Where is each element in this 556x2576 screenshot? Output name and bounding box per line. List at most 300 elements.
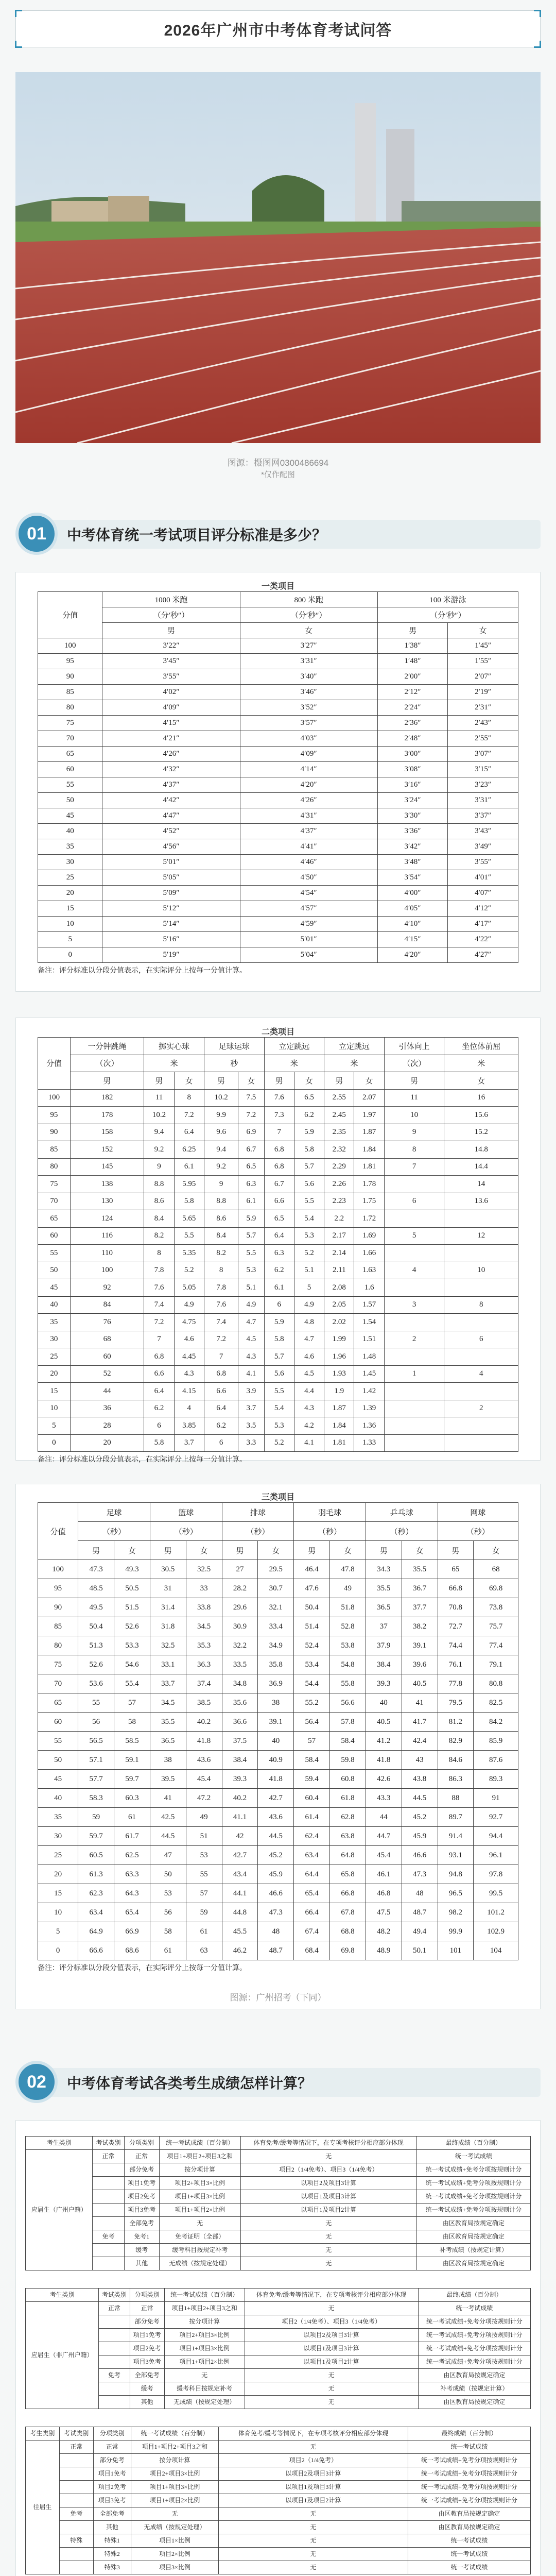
score-cell: 65 <box>38 1693 78 1713</box>
value-cell: 99.5 <box>474 1884 518 1903</box>
calc-cell: 全部免考 <box>124 2217 159 2230</box>
value-cell: 96.1 <box>474 1846 518 1865</box>
value-cell: 8.4 <box>144 1210 174 1228</box>
value-cell <box>384 1245 444 1262</box>
value-cell: 85.9 <box>474 1732 518 1751</box>
value-cell: 51.3 <box>78 1636 114 1655</box>
value-cell: 61.8 <box>330 1789 366 1808</box>
calc-cell: 无成绩（按规定处理） <box>159 2257 240 2270</box>
value-cell: 41.8 <box>258 1770 294 1789</box>
value-cell: 3′23″ <box>448 777 518 793</box>
value-cell: 14.4 <box>444 1158 518 1176</box>
calc-row <box>26 2548 531 2561</box>
value-cell: 9.4 <box>144 1124 174 1141</box>
value-cell: 60.3 <box>114 1789 150 1808</box>
value-cell: 58.3 <box>78 1789 114 1808</box>
value-cell: 34.5 <box>150 1693 186 1713</box>
value-cell: 3′31″ <box>448 793 518 808</box>
female: 女 <box>240 623 377 638</box>
value-cell: 4′52″ <box>102 824 240 839</box>
score-cell: 35 <box>38 1808 78 1827</box>
value-cell: 60.5 <box>78 1846 114 1865</box>
value-cell: 68 <box>70 1331 144 1348</box>
value-cell: 4.1 <box>294 1434 324 1452</box>
value-cell <box>444 1434 518 1452</box>
value-cell: 4.1 <box>238 1365 264 1383</box>
value-cell: 37.5 <box>222 1732 258 1751</box>
calc-cell <box>59 2467 93 2481</box>
value-cell: 4.3 <box>238 1348 264 1366</box>
value-cell: 16 <box>444 1089 518 1107</box>
value-cell: 14.8 <box>444 1141 518 1159</box>
value-cell: 102.9 <box>474 1922 518 1941</box>
table-row <box>38 1598 518 1617</box>
table-row <box>38 947 518 963</box>
value-cell: 67.8 <box>330 1903 366 1922</box>
value-cell: 31 <box>150 1579 186 1598</box>
value-cell: 63.4 <box>294 1846 330 1865</box>
value-cell: 57 <box>114 1693 150 1713</box>
value-cell: 2′36″ <box>377 716 448 731</box>
value-cell: 51.8 <box>330 1598 366 1617</box>
value-cell: 4′32″ <box>102 762 240 777</box>
calc-cell: 项目1+项目2+项目3之和 <box>159 2150 240 2163</box>
score-cell: 65 <box>38 747 102 762</box>
calc-row <box>26 2382 531 2396</box>
calc-cell: 由区教育局按规定确定 <box>418 2369 530 2382</box>
table-row <box>38 762 518 777</box>
value-cell: 7.6 <box>204 1296 238 1314</box>
calc-cell: 按分项计算 <box>131 2454 218 2467</box>
value-cell: 6.5 <box>264 1210 294 1228</box>
value-cell: 3′52″ <box>240 700 377 716</box>
calc-header-cell: 最终成绩（百分制） <box>418 2289 530 2302</box>
value-cell: 42.4 <box>402 1732 438 1751</box>
value-cell: 6.6 <box>204 1383 238 1400</box>
score-cell: 40 <box>38 1789 78 1808</box>
value-cell: 31.8 <box>150 1617 186 1636</box>
value-cell: 51.5 <box>114 1598 150 1617</box>
value-cell: 93.1 <box>438 1846 474 1865</box>
value-cell: 7.4 <box>204 1314 238 1331</box>
value-cell: 46.6 <box>402 1846 438 1865</box>
value-cell: 35.5 <box>150 1713 186 1732</box>
calc-cell: 项目2（1/4免考）、项目3（1/4免考） <box>245 2315 418 2329</box>
value-cell: 9.2 <box>144 1141 174 1159</box>
calc-cell: 项目1+项目2×比例 <box>131 2494 218 2507</box>
value-cell: 2′24″ <box>377 700 448 716</box>
calc-row <box>26 2315 531 2329</box>
calc-cell: 统一考试成绩+免考分项按规则计分 <box>408 2481 530 2494</box>
value-cell: 2′43″ <box>448 716 518 731</box>
banner-corner <box>15 10 22 17</box>
value-cell: 68.8 <box>330 1922 366 1941</box>
score-cell: 60 <box>38 762 102 777</box>
table-row <box>38 1846 518 1865</box>
value-cell: 79.1 <box>474 1655 518 1674</box>
unit: （秒） <box>150 1522 222 1541</box>
calc-row <box>26 2230 531 2244</box>
value-cell: 87.6 <box>474 1751 518 1770</box>
score-cell: 80 <box>38 1636 78 1655</box>
value-cell: 3′40″ <box>240 669 377 685</box>
value-cell: 36 <box>70 1400 144 1417</box>
col-long-jump: 立定跳远 <box>264 1038 324 1055</box>
value-cell: 61.3 <box>78 1865 114 1884</box>
value-cell: 63.3 <box>114 1865 150 1884</box>
value-cell: 59.7 <box>78 1827 114 1846</box>
value-cell: 41 <box>402 1693 438 1713</box>
value-cell: 66.4 <box>294 1903 330 1922</box>
calc-row <box>26 2561 531 2574</box>
section-2-number: 02 <box>15 2061 58 2103</box>
value-cell: 6.1 <box>174 1158 204 1176</box>
table-row <box>38 731 518 747</box>
value-cell: 10 <box>444 1262 518 1279</box>
value-cell: 4.5 <box>238 1331 264 1348</box>
value-cell: 1.97 <box>354 1107 384 1124</box>
value-cell: 61 <box>186 1922 222 1941</box>
value-cell: 53 <box>150 1884 186 1903</box>
value-cell: 46.2 <box>222 1941 258 1960</box>
value-cell: 57 <box>186 1884 222 1903</box>
value-cell: 4′05″ <box>377 901 448 917</box>
value-cell: 1.36 <box>354 1417 384 1435</box>
value-cell: 2.08 <box>324 1279 354 1297</box>
calc-row <box>26 2329 531 2342</box>
value-cell: 2′12″ <box>377 685 448 700</box>
value-cell: 4′10″ <box>377 917 448 932</box>
calc-header-cell: 分项类别 <box>93 2427 131 2441</box>
value-cell: 29.6 <box>222 1598 258 1617</box>
value-cell: 5.6 <box>294 1176 324 1193</box>
value-cell: 47.6 <box>294 1579 330 1598</box>
value-cell: 101 <box>438 1941 474 1960</box>
value-cell: 6.2 <box>204 1417 238 1435</box>
calc-cell: 免考 <box>59 2507 93 2521</box>
value-cell: 43.4 <box>222 1865 258 1884</box>
value-cell: 32.2 <box>222 1636 258 1655</box>
value-cell: 35.6 <box>222 1693 258 1713</box>
value-cell: 3′37″ <box>448 808 518 824</box>
calc-cell: 项目3免考 <box>124 2204 159 2217</box>
calc-row <box>26 2454 531 2467</box>
value-cell: 38.5 <box>186 1693 222 1713</box>
table-row <box>38 1245 518 1262</box>
value-cell: 36.7 <box>402 1579 438 1598</box>
table-row <box>38 1636 518 1655</box>
score-cell: 100 <box>38 1089 71 1107</box>
value-cell: 65.4 <box>294 1884 330 1903</box>
score-cell: 15 <box>38 1884 78 1903</box>
table-row <box>38 1314 518 1331</box>
table-row <box>38 654 518 669</box>
value-cell: 5.1 <box>238 1279 264 1297</box>
table-row <box>38 808 518 824</box>
value-cell: 9.9 <box>204 1107 238 1124</box>
table-row <box>38 1903 518 1922</box>
value-cell: 6.4 <box>174 1124 204 1141</box>
calc-header-cell: 分项类别 <box>130 2289 164 2302</box>
calc-cell: 统一考试成绩+免考分项按规则计分 <box>418 2315 530 2329</box>
calc-cell: 由区教育局按规定确定 <box>416 2257 530 2270</box>
value-cell: 61 <box>150 1941 186 1960</box>
value-cell: 3′36″ <box>377 824 448 839</box>
value-cell: 4.3 <box>174 1365 204 1383</box>
calc-cell: 缓考 <box>124 2244 159 2257</box>
calc-row <box>26 2355 531 2369</box>
col-football: 足球 <box>78 1503 150 1522</box>
calc-cell <box>93 2204 124 2217</box>
value-cell: 4′59″ <box>240 917 377 932</box>
value-cell: 7.8 <box>204 1279 238 1297</box>
calc-cell: 统一考试成绩 <box>418 2302 530 2315</box>
value-cell: 11 <box>384 1089 444 1107</box>
calc-cell: 无 <box>245 2396 418 2409</box>
value-cell: 4′46″ <box>240 855 377 870</box>
value-cell: 2.45 <box>324 1107 354 1124</box>
table-row <box>38 1141 518 1159</box>
calc-cell: 统一考试成绩+免考分项按规则计分 <box>416 2163 530 2177</box>
value-cell: 8.4 <box>204 1227 238 1245</box>
value-cell: 53.6 <box>78 1674 114 1693</box>
male: 男 <box>377 623 448 638</box>
value-cell: 6.7 <box>238 1141 264 1159</box>
score-cell: 85 <box>38 685 102 700</box>
value-cell: 12 <box>444 1227 518 1245</box>
female: 女 <box>354 1072 384 1090</box>
calc-cell: 正常 <box>130 2302 164 2315</box>
female: 女 <box>114 1541 150 1560</box>
value-cell: 10.2 <box>144 1107 174 1124</box>
value-cell: 44.7 <box>366 1827 402 1846</box>
value-cell: 98.2 <box>438 1903 474 1922</box>
calc-cell: 免考1 <box>124 2230 159 2244</box>
col-swim: 100 米游泳 <box>377 592 518 607</box>
table-row <box>38 1751 518 1770</box>
value-cell: 4′14″ <box>240 762 377 777</box>
table-row <box>38 716 518 731</box>
value-cell: 4.5 <box>294 1365 324 1383</box>
value-cell: 97.8 <box>474 1865 518 1884</box>
value-cell: 3′08″ <box>377 762 448 777</box>
value-cell: 6 <box>384 1193 444 1210</box>
value-cell: 54.4 <box>294 1674 330 1693</box>
unit: 米 <box>324 1055 385 1072</box>
col-dribble: 足球运球 <box>204 1038 264 1055</box>
calc-cell <box>99 2342 130 2355</box>
unit: 米 <box>444 1055 518 1072</box>
value-cell: 100 <box>70 1262 144 1279</box>
value-cell: 55.2 <box>294 1693 330 1713</box>
value-cell: 48 <box>402 1884 438 1903</box>
value-cell: 5 <box>294 1279 324 1297</box>
table-row <box>38 700 518 716</box>
value-cell: 91 <box>474 1789 518 1808</box>
value-cell: 45.5 <box>222 1922 258 1941</box>
unit: 秒 <box>204 1055 264 1072</box>
calc-cell: 无 <box>240 2257 416 2270</box>
calc-header-row <box>26 2289 531 2302</box>
calc-cell: 无 <box>218 2534 408 2548</box>
calc-cell: 其他 <box>93 2521 131 2534</box>
score-cell: 60 <box>38 1227 71 1245</box>
calc-row <box>26 2534 531 2548</box>
value-cell: 65.8 <box>330 1865 366 1884</box>
table-row <box>38 1331 518 1348</box>
value-cell: 41.8 <box>366 1751 402 1770</box>
table-row <box>38 1827 518 1846</box>
score-cell: 45 <box>38 1279 71 1297</box>
value-cell: 2′19″ <box>448 685 518 700</box>
score-cell: 80 <box>38 700 102 716</box>
value-cell: 46.6 <box>258 1884 294 1903</box>
calc-row <box>26 2521 531 2534</box>
value-cell: 63.4 <box>78 1903 114 1922</box>
value-cell: 7.2 <box>204 1331 238 1348</box>
score-cell: 20 <box>38 1865 78 1884</box>
value-cell: 15.2 <box>444 1124 518 1141</box>
value-cell: 42.7 <box>222 1846 258 1865</box>
male: 男 <box>204 1072 238 1090</box>
calc-cell: 项目2（1/4免考）、项目3（1/4免考） <box>240 2163 416 2177</box>
score-cell: 10 <box>38 1400 71 1417</box>
value-cell: 5 <box>384 1227 444 1245</box>
calc-cell: 项目1免考 <box>130 2329 164 2342</box>
value-cell: 5′01″ <box>102 855 240 870</box>
table-row <box>38 669 518 685</box>
value-cell: 2′00″ <box>377 669 448 685</box>
male: 男 <box>264 1072 294 1090</box>
value-cell: 59 <box>186 1903 222 1922</box>
value-cell: 15.6 <box>444 1107 518 1124</box>
score-cell: 85 <box>38 1141 71 1159</box>
value-cell: 45.9 <box>402 1827 438 1846</box>
male: 男 <box>150 1541 186 1560</box>
value-cell: 4 <box>384 1262 444 1279</box>
section-1-heading <box>15 513 541 555</box>
female: 女 <box>294 1072 324 1090</box>
value-cell: 4.7 <box>238 1314 264 1331</box>
value-cell: 52 <box>70 1365 144 1383</box>
calc-cell: 以项目2及项目3计算 <box>245 2329 418 2342</box>
value-cell: 110 <box>70 1245 144 1262</box>
value-cell: 86.3 <box>438 1770 474 1789</box>
calc-table <box>25 2427 531 2574</box>
value-cell: 1.54 <box>354 1314 384 1331</box>
score-cell: 5 <box>38 1417 71 1435</box>
table-row <box>38 685 518 700</box>
value-cell: 5.3 <box>294 1227 324 1245</box>
calc-cell <box>99 2396 130 2409</box>
value-cell: 61 <box>114 1808 150 1827</box>
unit: （秒） <box>78 1522 150 1541</box>
col-800m: 800 米跑 <box>240 592 377 607</box>
value-cell: 57.1 <box>78 1751 114 1770</box>
value-cell: 63 <box>186 1941 222 1960</box>
male: 男 <box>102 623 240 638</box>
value-cell: 91.4 <box>438 1827 474 1846</box>
calc-cell: 由区教育局按规定确定 <box>416 2230 530 2244</box>
value-cell: 11 <box>144 1089 174 1107</box>
score-cell: 60 <box>38 1713 78 1732</box>
table2-caption: 二类项目 <box>261 1028 294 1037</box>
value-cell <box>384 1434 444 1452</box>
score-cell: 75 <box>38 1655 78 1674</box>
value-cell: 1′48″ <box>377 654 448 669</box>
value-cell: 4′00″ <box>377 886 448 901</box>
female: 女 <box>330 1541 366 1560</box>
section-1-title: 中考体育统一考试项目评分标准是多少？ <box>44 520 541 549</box>
value-cell: 4.6 <box>174 1331 204 1348</box>
calc-cell: 项目3免考 <box>130 2355 164 2369</box>
value-cell: 5.5 <box>238 1245 264 1262</box>
value-cell: 6.8 <box>264 1141 294 1159</box>
value-cell: 6 <box>264 1296 294 1314</box>
value-cell: 5.65 <box>174 1210 204 1228</box>
value-cell: 3′55″ <box>448 855 518 870</box>
col-volleyball: 排球 <box>222 1503 294 1522</box>
calc-cell: 项目2免考 <box>124 2190 159 2204</box>
value-cell: 4′57″ <box>240 901 377 917</box>
calc-cell: 统一考试成绩+免考分项按规则计分 <box>408 2494 530 2507</box>
value-cell: 36.6 <box>222 1713 258 1732</box>
value-cell: 66.9 <box>114 1922 150 1941</box>
value-cell: 5.8 <box>264 1331 294 1348</box>
value-cell: 57.8 <box>330 1713 366 1732</box>
value-cell: 3.3 <box>238 1434 264 1452</box>
calc-cell <box>93 2190 124 2204</box>
score-cell: 25 <box>38 870 102 886</box>
calc-row <box>26 2244 531 2257</box>
unit: 米 <box>264 1055 324 1072</box>
value-cell: 4′02″ <box>102 685 240 700</box>
calc-cell: 正常 <box>99 2302 130 2315</box>
value-cell: 28 <box>70 1417 144 1435</box>
table-row <box>38 747 518 762</box>
value-cell: 7.6 <box>144 1279 174 1297</box>
table3-caption: 三类项目 <box>261 1493 294 1502</box>
value-cell: 42.5 <box>150 1808 186 1827</box>
score-cell: 55 <box>38 777 102 793</box>
table1 <box>38 591 518 963</box>
calc-cell: 统一考试成绩 <box>408 2561 530 2574</box>
value-cell: 61.7 <box>114 1827 150 1846</box>
value-cell: 124 <box>70 1210 144 1228</box>
value-cell: 101.2 <box>474 1903 518 1922</box>
value-cell: 7 <box>144 1331 174 1348</box>
value-cell: 4′26″ <box>240 793 377 808</box>
calc-cell: 统一考试成绩+免考分项按规则计分 <box>418 2329 530 2342</box>
value-cell: 49.4 <box>402 1922 438 1941</box>
calc-cell: 部分免考 <box>130 2315 164 2329</box>
value-cell: 7.3 <box>264 1107 294 1124</box>
calc-cell: 免考证明（全部） <box>159 2230 240 2244</box>
value-cell: 1′45″ <box>448 638 518 654</box>
value-cell: 32.5 <box>150 1636 186 1655</box>
value-cell: 5.7 <box>294 1158 324 1176</box>
value-cell: 6.4 <box>264 1227 294 1245</box>
calc-cell <box>93 2163 124 2177</box>
value-cell: 36.9 <box>258 1674 294 1693</box>
value-cell: 4′15″ <box>377 932 448 947</box>
value-cell <box>444 1348 518 1366</box>
calc-cell <box>99 2315 130 2329</box>
value-cell: 6.6 <box>264 1193 294 1210</box>
value-cell: 64.8 <box>330 1846 366 1865</box>
value-cell: 1.96 <box>324 1348 354 1366</box>
table-row <box>38 793 518 808</box>
